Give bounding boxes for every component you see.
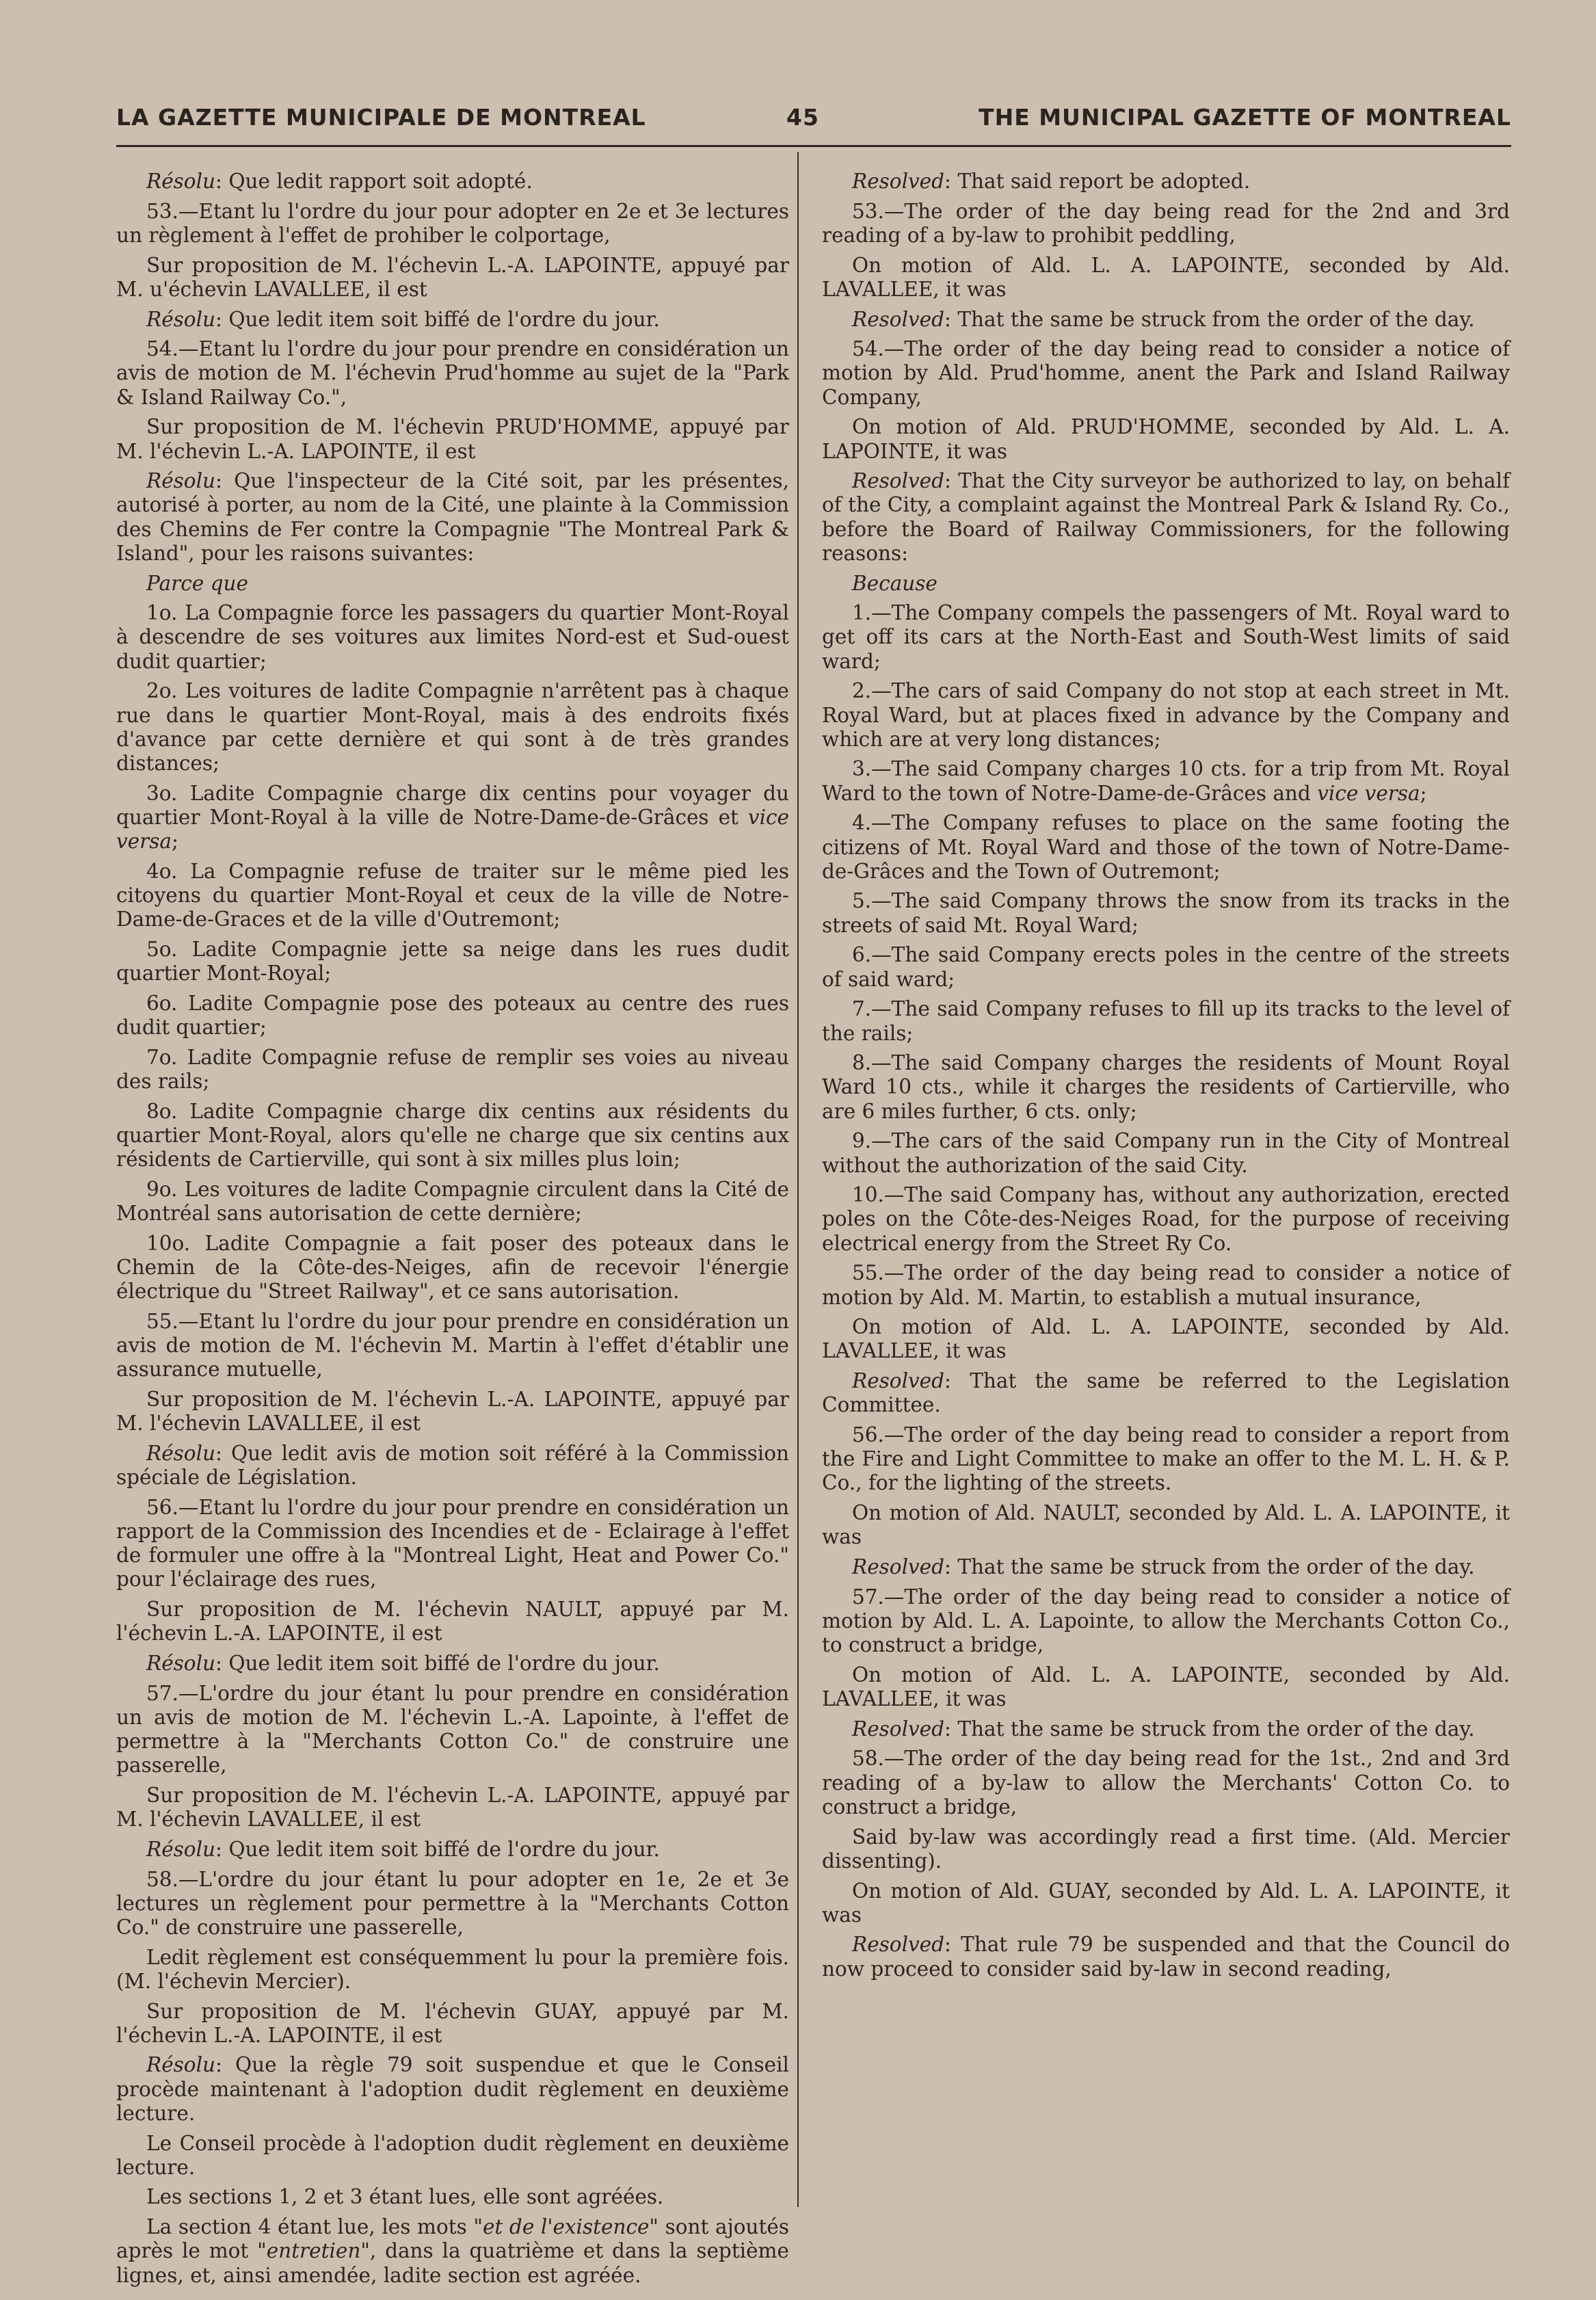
english-paragraph [822,337,1510,410]
french-column [116,170,789,2287]
french-paragraph [116,2132,789,2180]
paragraph-text: 10.—The said Company has, without any authorization, erected poles on the Côte-des-Neiges Road, for the purpose of receiving electrical energy from the Street Ry Co. [822,1183,1510,1255]
italic-text: Because [852,571,937,595]
french-paragraph [116,254,789,302]
header-french-title: LA GAZETTE MUNICIPALE DE MONTREAL [116,104,646,131]
paragraph-text: 56.—The order of the day being read to consider a report from the Fire and Light Committee to make an offer to the M. L. H. & P. Co., for the lighting of the streets. [822,1423,1510,1495]
paragraph-text: 9.—The cars of the said Company run in the City of Montreal without the authorization of the said City. [822,1129,1510,1177]
english-paragraph [822,1129,1510,1177]
english-paragraph [822,889,1510,937]
paragraph-text: On motion of Ald. GUAY, seconded by Ald. L. A. LAPOINTE, it was [822,1879,1510,1927]
italic-text: Resolved [852,1369,945,1393]
paragraph-text: 5.—The said Company throws the snow from its tracks in the streets of said Mt. Royal Ward; [822,889,1510,937]
english-paragraph [822,943,1510,991]
page-header [116,104,1511,141]
english-paragraph [822,1051,1510,1124]
paragraph-text: 53.—Etant lu l'ordre du jour pour adopter en 2e et 3e lectures un règlement à l'effet de prohiber le colportage, [116,199,789,247]
paragraph-text: On motion of Ald. L. A. LAPOINTE, seconded by Ald. LAVALLEE, it was [822,1663,1510,1711]
french-paragraph [116,1598,789,1645]
paragraph-text: 54.—The order of the day being read to consider a notice of motion by Ald. Prud'homme, anent the Park and Island Railway Company, [822,337,1510,409]
paragraph-text: : Que ledit rapport soit adopté. [215,170,533,193]
paragraph-text: 6.—The said Company erects poles in the centre of the streets of said ward; [822,943,1510,991]
paragraph-text: Sur proposition de M. l'échevin L.-A. LAPOINTE, appuyé par M. l'échevin LAVALLEE, il est [116,1783,789,1832]
italic-text: Resolved [852,1555,945,1579]
french-paragraph [116,2215,789,2288]
italic-text: vice versa [116,805,789,854]
english-paragraph [822,1663,1510,1711]
italic-text: Résolu [146,469,216,493]
paragraph-text: 58.—L'ordre du jour étant lu pour adopter en 1e, 2e et 3e lectures un règlement pour permettre à la "Merchants Cotton Co." de construire une passerelle, [116,1867,789,1939]
french-paragraph [116,1652,789,1676]
paragraph-text: Sur proposition de M. l'échevin L.-A. LAPOINTE, appuyé par M. l'échevin LAVALLEE, il est [116,1387,789,1436]
french-paragraph [116,200,789,248]
paragraph-text: Sur proposition de M. l'échevin GUAY, appuyé par M. l'échevin L.-A. LAPOINTE, il est [116,1999,789,2047]
paragraph-text: : Que ledit item soit biffé de l'ordre du jour. [215,1651,660,1675]
paragraph-text: : That the City surveyor be authorized to lay, on behalf of the City, a complaint against the Montreal Park & Island Ry. Co., before the Board of Railway Commissioners, for the following reasons: [822,469,1510,565]
french-paragraph [116,469,789,566]
french-paragraph [116,415,789,463]
paragraph-text: 7.—The said Company refuses to fill up its tracks to the level of the rails; [822,997,1510,1045]
french-paragraph [116,337,789,410]
paragraph-text: 9o. Les voitures de ladite Compagnie circulent dans la Cité de Montréal sans autorisation de cette dernière; [116,1177,789,1225]
english-paragraph [822,254,1510,302]
paragraph-text: Sur proposition de M. l'échevin PRUD'HOMME, appuyé par M. l'échevin L.-A. LAPOINTE, il est [116,415,789,463]
english-paragraph [822,572,1510,596]
italic-text: Résolu [146,1441,216,1465]
french-paragraph [116,1232,789,1304]
english-paragraph [822,997,1510,1045]
italic-text: Résolu [146,307,216,331]
french-paragraph [116,938,789,986]
paragraph-text: Les sections 1, 2 et 3 étant lues, elle sont agréées. [146,2185,664,2209]
paragraph-text: : That the same be struck from the order of the day. [944,1555,1475,1579]
english-paragraph [822,1933,1510,1981]
italic-text: Résolu [146,2053,216,2077]
english-paragraph [822,1879,1510,1927]
paragraph-text: 55.—Etant lu l'ordre du jour pour prendre en considération un avis de motion de M. l'échevin M. Martin à l'effet d'établir une assurance mutuelle, [116,1309,789,1382]
english-paragraph [822,1369,1510,1417]
italic-text: Parce que [146,571,248,595]
paragraph-text: Said by-law was accordingly read a first time. (Ald. Mercier dissenting). [822,1825,1510,1873]
paragraph-text: 4o. La Compagnie refuse de traiter sur le même pied les citoyens du quartier Mont-Royal et ceux de la ville de Notre-Dame-de-Graces et de la ville d'Outremont; [116,859,789,931]
paragraph-text: La section 4 étant lue, les mots [146,2215,467,2239]
italic-text: Resolved [852,1717,945,1741]
paragraph-text: : That said report be adopted. [944,170,1251,193]
english-paragraph [822,1747,1510,1819]
paragraph-text: 54.—Etant lu l'ordre du jour pour prendre en considération un avis de motion de M. l'échevin Prud'homme au sujet de la "Park & Island Railway Co.", [116,337,789,409]
english-paragraph [822,679,1510,752]
paragraph-text: On motion of Ald. L. A. LAPOINTE, seconded by Ald. LAVALLEE, it was [822,253,1510,301]
paragraph-text: 6o. Ladite Compagnie pose des poteaux au centre des rues dudit quartier; [116,991,789,1039]
paragraph-text: : That rule 79 be suspended and that the Council do now proceed to consider said by-law in second reading, [822,1933,1510,1981]
italic-text: Résolu [146,1651,216,1675]
english-paragraph [822,170,1510,194]
french-paragraph [116,1046,789,1094]
english-paragraph [822,1585,1510,1658]
french-paragraph [116,1682,789,1778]
french-paragraph [116,601,789,674]
english-paragraph [822,1315,1510,1363]
paragraph-text: On motion of Ald. NAULT, seconded by Ald. L. A. LAPOINTE, it was [822,1501,1510,1549]
french-paragraph [116,992,789,1040]
paragraph-text: 8.—The said Company charges the residents of Mount Royal Ward 10 cts., while it charges the residents of Cartierville, who are 6 miles further, 6 cts. only; [822,1051,1510,1123]
french-paragraph [116,1178,789,1226]
paragraph-text: : Que ledit avis de motion soit référé à la Commission spéciale de Législation. [116,1441,789,1489]
paragraph-text: Le Conseil procède à l'adoption dudit règlement en deuxième lecture. [116,2131,789,2179]
column-divider [797,152,799,2207]
french-paragraph [116,1100,789,1172]
paragraph-text: ; [171,830,178,854]
french-paragraph [116,1868,789,1940]
paragraph-text: , dans la quatrième et dans la septième lignes, et, ainsi amendée, ladite section est agréée. [116,2239,789,2287]
english-paragraph [822,1183,1510,1256]
paragraph-text: sont ajoutés après le mot [116,2215,789,2263]
english-paragraph [822,1261,1510,1309]
paragraph-text: 1.—The Company compels the passengers of Mt. Royal ward to get off its cars at the North-East and South-West limits of said ward; [822,601,1510,673]
paragraph-text: 8o. Ladite Compagnie charge dix centins aux résidents du quartier Mont-Royal, alors qu'elle ne charge que six centins aux résidents de Cartierville, qui sont à six milles plus loin; [116,1099,789,1172]
french-paragraph [116,572,789,596]
paragraph-text: 3.—The said Company charges 10 cts. for a trip from Mt. Royal Ward to the town of Notre-Dame-de-Grâces and [822,757,1510,805]
french-paragraph [116,782,789,854]
english-paragraph [822,1501,1510,1549]
paragraph-text: 4.—The Company refuses to place on the same footing the citizens of Mt. Royal Ward and those of the town of Notre-Dame-de-Grâces and the Town of Outremont; [822,811,1510,883]
french-paragraph [116,1310,789,1382]
french-paragraph [116,1838,789,1862]
french-paragraph [116,2053,789,2126]
paragraph-text: : Que ledit item soit biffé de l'ordre du jour. [215,1837,660,1861]
paragraph-text: 58.—The order of the day being read for the 1st., 2nd and 3rd reading of a by-law to allow the Merchants' Cotton Co. to construct a bridge, [822,1747,1510,1819]
paragraph-text: Ledit règlement est conséquemment lu pour la première fois. (M. l'échevin Mercier). [116,1945,789,1993]
paragraph-text: ; [1420,781,1427,805]
french-paragraph [116,1496,789,1592]
english-paragraph [822,469,1510,566]
paragraph-text: 3o. Ladite Compagnie charge dix centins pour voyager du quartier Mont-Royal à la ville de Notre-Dame-de-Grâces et [116,781,789,829]
paragraph-text: 1o. La Compagnie force les passagers du quartier Mont-Royal à descendre de ses voitures aux limites Nord-est et Sud-ouest dudit quartier; [116,601,789,673]
french-paragraph [116,2185,789,2209]
english-paragraph [822,757,1510,805]
english-column [822,170,1510,2215]
paragraph-text: 56.—Etant lu l'ordre du jour pour prendre en considération un rapport de la Commission des Incendies et de - Eclairage à l'effet de formuler une offre à la "Montreal Light, Heat and Power Co." pour l'éclairage des rues, [116,1495,789,1591]
paragraph-text: 57.—L'ordre du jour étant lu pour prendre en considération un avis de motion de M. l'échevin L.-A. Lapointe, à l'effet de permettre à la "Merchants Cotton Co." de construire une passerelle, [116,1681,789,1777]
paragraph-text: On motion of Ald. L. A. LAPOINTE, seconded by Ald. LAVALLEE, it was [822,1315,1510,1363]
english-paragraph [822,1825,1510,1873]
paragraph-text: 2.—The cars of said Company do not stop at each street in Mt. Royal Ward, but at places fixed in advance by the Company and which are at very long distances; [822,679,1510,751]
english-paragraph [822,1555,1510,1579]
header-rule [116,145,1511,147]
french-paragraph [116,308,789,332]
english-paragraph [822,1717,1510,1741]
french-paragraph [116,2000,789,2048]
french-paragraph [116,1946,789,1994]
french-paragraph [116,1388,789,1436]
italic-text: Résolu [146,170,216,193]
english-paragraph [822,601,1510,674]
italic-text: Resolved [852,307,945,331]
italic-text: "entretien" [257,2239,370,2263]
english-paragraph [822,811,1510,884]
paragraph-text: : Que ledit item soit biffé de l'ordre du jour. [215,307,660,331]
italic-text: Resolved [852,170,945,193]
french-paragraph [116,1784,789,1832]
paragraph-text: : That the same be referred to the Legislation Committee. [822,1369,1510,1417]
french-paragraph [116,679,789,776]
italic-text: Résolu [146,1837,216,1861]
header-english-title: THE MUNICIPAL GAZETTE OF MONTREAL [979,104,1511,131]
page-number: 45 [786,104,819,131]
paragraph-text: 10o. Ladite Compagnie a fait poser des poteaux dans le Chemin de la Côte-des-Neiges, afin de recevoir l'énergie électrique du "Street Railway", et ce sans autorisation. [116,1231,789,1304]
italic-text: Resolved [852,1933,945,1957]
italic-text: "et de l'existence" [473,2215,659,2239]
paragraph-text: On motion of Ald. PRUD'HOMME, seconded by Ald. L. A. LAPOINTE, it was [822,415,1510,463]
english-paragraph [822,415,1510,463]
french-paragraph [116,1442,789,1490]
paragraph-text: : That the same be struck from the order of the day. [944,1717,1475,1741]
paragraph-text: 53.—The order of the day being read for the 2nd and 3rd reading of a by-law to prohibit peddling, [822,199,1510,247]
english-paragraph [822,200,1510,248]
italic-text: Resolved [852,469,945,493]
paragraph-text: Sur proposition de M. l'échevin L.-A. LAPOINTE, appuyé par M. u'échevin LAVALLEE, il est [116,253,789,301]
paragraph-text: : Que l'inspecteur de la Cité soit, par les présentes, autorisé à porter, au nom de la Cité, une plainte à la Commission des Chemins de Fer contre la Compagnie "The Montreal Park & Island", pour les raisons suivantes: [116,469,789,565]
paragraph-text: : Que la règle 79 soit suspendue et que le Conseil procède maintenant à l'adoption dudit règlement en deuxième lecture. [116,2053,789,2125]
paragraph-text: Sur proposition de M. l'échevin NAULT, appuyé par M. l'échevin L.-A. LAPOINTE, il est [116,1597,789,1645]
paragraph-text: 5o. Ladite Compagnie jette sa neige dans les rues dudit quartier Mont-Royal; [116,937,789,986]
french-paragraph [116,860,789,932]
english-paragraph [822,308,1510,332]
english-paragraph [822,1423,1510,1496]
paragraph-text: 55.—The order of the day being read to consider a notice of motion by Ald. M. Martin, to establish a mutual insurance, [822,1261,1510,1309]
paragraph-text: 2o. Les voitures de ladite Compagnie n'arrêtent pas à chaque rue dans le quartier Mont-Royal, mais à des endroits fixés d'avance par cette dernière et qui sont à de très grandes distances; [116,679,789,775]
italic-text: vice versa [1317,781,1420,805]
french-paragraph [116,170,789,194]
paragraph-text: 7o. Ladite Compagnie refuse de remplir ses voies au niveau des rails; [116,1045,789,1093]
paragraph-text: 57.—The order of the day being read to consider a notice of motion by Ald. L. A. Lapointe, to allow the Merchants Cotton Co., to construct a bridge, [822,1585,1510,1657]
paragraph-text: : That the same be struck from the order of the day. [944,307,1475,331]
